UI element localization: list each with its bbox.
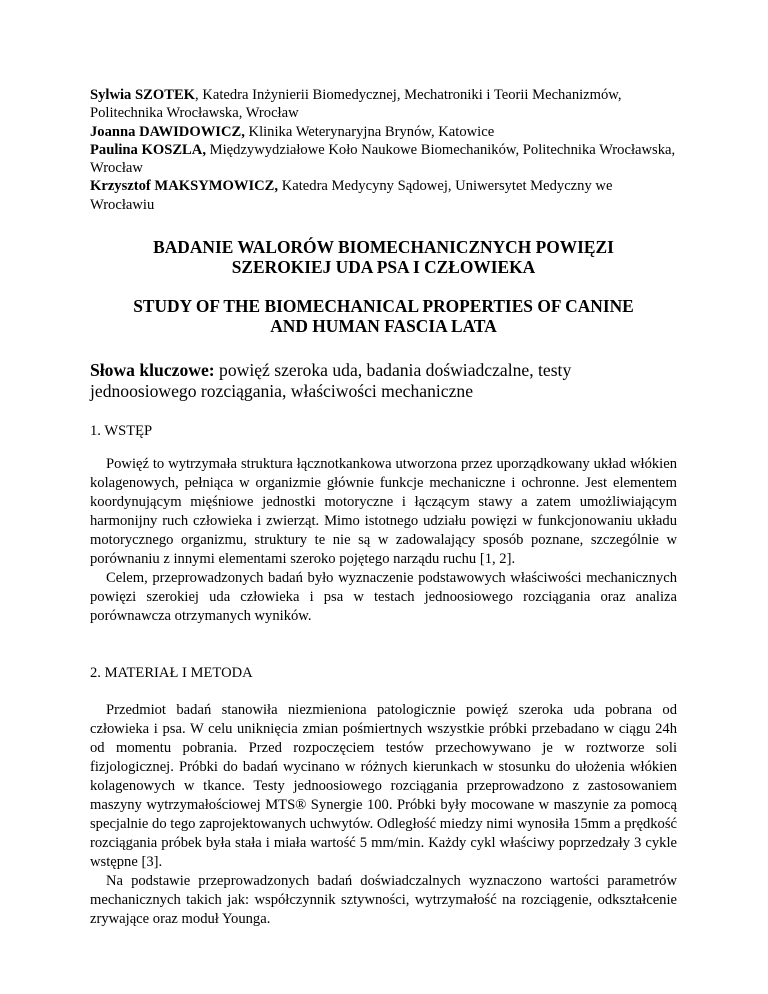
author-name: Sylwia SZOTEK: [90, 87, 196, 103]
author-list: [90, 86, 677, 214]
author-name: Joanna DAWIDOWICZ,: [90, 123, 245, 140]
author-affiliation: Katedra Medycyny Sądowej, Uniwersytet Medyczny we Wrocławiu: [90, 178, 613, 213]
author-entry: [90, 177, 677, 214]
paragraph: Na podstawie przeprowadzonych badań doświadczalnych wyznaczono wartości parametrów mechanicznych takich jak: współczynnik sztywności, wytrzymałość na rozciągenie, odkształcenie zrywające oraz moduł Younga.: [90, 873, 677, 928]
paragraph: Celem, przeprowadzonych badań było wyznaczenie podstawowych właściwości mechanicznych powięzi szerokiej uda człowieka i psa w testach jednoosiowego rozciągania oraz analiza porównawcza otrzymanych wyników.: [90, 570, 677, 625]
title-english: [90, 296, 677, 336]
title-polish: [90, 237, 677, 277]
title-polish-line-2: SZEROKIEJ UDA PSA I CZŁOWIEKA: [231, 257, 536, 278]
keywords-text: powięź szeroka uda, badania doświadczalne, testy jednoosiowego rozciągania, właściwości mechaniczne: [90, 360, 572, 402]
author-affiliation: Klinika Weterynaryjna Brynów, Katowice: [244, 123, 495, 140]
section-heading-intro: 1. WSTĘP: [90, 423, 153, 440]
title-polish-line-1: BADANIE WALORÓW BIOMECHANICZNYCH POWIĘZI: [153, 237, 614, 258]
author-entry: [90, 123, 677, 141]
author-affiliation: Międzywydziałowe Koło Naukowe Biomechaników, Politechnika Wrocławska, Wrocław: [90, 141, 676, 177]
author-name: Krzysztof MAKSYMOWICZ,: [90, 178, 279, 195]
paragraph: Powięź to wytrzymała struktura łącznotkankowa utworzona przez uporządkowany układ włókien kolagenowych, pełniąca w organizmie głównie funkcje mechaniczne i ochronne. Jest elementem koordynującym mięśniowe jednostki motoryczne i łączącym stawy a zatem umożliwiającym harmonijny ruch człowieka i zwierząt. Mimo istotnego udziału powięzi w funkcjonowaniu układu motorycznego organizmu, struktury te nie są w zadowalający sposób poznane, szczególnie w porównaniu z innymi elementami szeroko pojętego narządu ruchu [1, 2].: [90, 456, 677, 568]
keywords-label: Słowa kluczowe:: [90, 360, 215, 381]
keywords: [90, 360, 677, 402]
title-english-line-1: STUDY OF THE BIOMECHANICAL PROPERTIES OF CANINE: [133, 296, 634, 317]
author-entry: [90, 86, 677, 123]
paragraph: Przedmiot badań stanowiła niezmieniona patologicznie powięź szeroka uda pobrana od człowieka i psa. W celu uniknięcia zmian pośmiertnych wszystkie próbki przebadano w ciągu 24h od momentu pobrania. Przed rozpoczęciem testów przechowywano je w roztworze soli fizjologicznej. Próbki do badań wycinano w różnych kierunkach w stosunku do ułożenia włókien kolagenowych w tkance. Testy jednoosiowego rozciągania przeprowadzono z zastosowaniem maszyny wytrzymałościowej MTS® Synergie 100. Próbki były mocowane w maszynie za pomocą specjalnie do tego zaprojektowanych uchwytów. Odległość miedzy nimi wynosiła 15mm a prędkość rozciągania próbek była stała i miała wartość 5 mm/min. Każdy cykl właściwy poprzedzały 3 cykle wstępne [3].: [90, 702, 677, 871]
author-name: Paulina KOSZLA,: [90, 141, 206, 158]
section-heading-method: 2. MATERIAŁ I METODA: [90, 665, 253, 682]
author-affiliation: , Katedra Inżynierii Biomedycznej, Mechatroniki i Teorii Mechanizmów, Politechnika Wrocławska, Wrocław: [90, 87, 622, 122]
document-page: [90, 86, 677, 929]
author-entry: [90, 141, 677, 178]
title-english-line-2: AND HUMAN FASCIA LATA: [270, 316, 497, 337]
